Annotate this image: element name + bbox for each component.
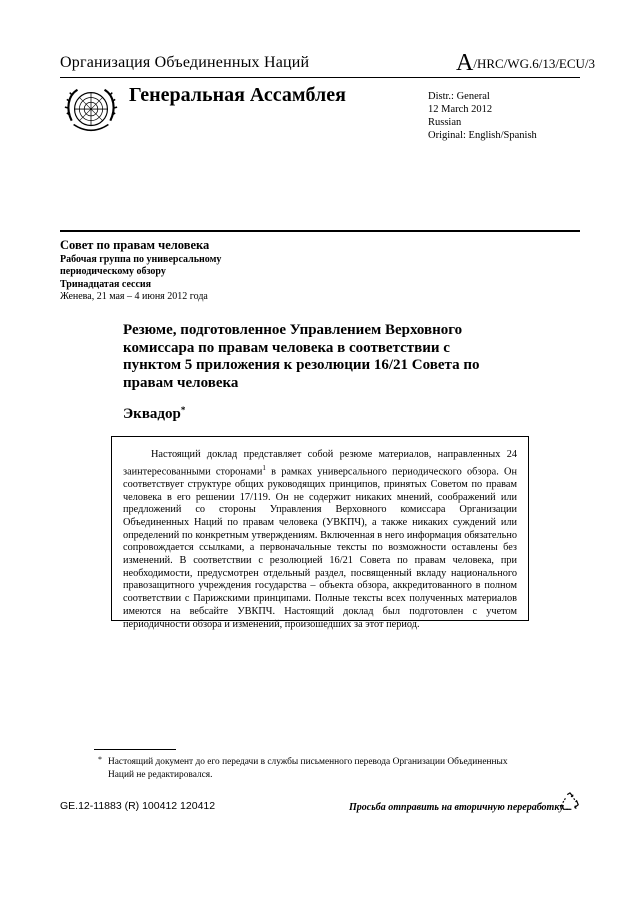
document-symbol [456, 50, 595, 77]
working-group-line-1: Рабочая группа по универсальному [60, 254, 222, 265]
title-line-4: правам человека [123, 374, 239, 391]
title-line-3: пунктом 5 приложения к резолюции 16/21 Совета по [123, 357, 480, 373]
document-symbol-letter: A [456, 50, 474, 76]
footnote-text: Настоящий документ до его передачи в службы письменного перевода Организации Объединенных Наций не редактировался. [108, 757, 508, 780]
distribution-type: Distr.: General [428, 91, 490, 102]
document-number: GE.12-11883 (R) 100412 120412 [60, 800, 216, 812]
footnote-separator [94, 749, 176, 750]
council-name: Совет по правам человека [60, 238, 210, 252]
distribution-date: 12 March 2012 [428, 104, 493, 115]
recycle-icon [559, 791, 581, 813]
session-info [60, 254, 300, 303]
header-rule [60, 77, 580, 78]
country-name: Эквадор [123, 406, 181, 422]
distribution-original: Original: English/Spanish [428, 130, 537, 141]
assembly-title: Генеральная Ассамблея [129, 84, 346, 106]
summary-paragraph [123, 449, 517, 631]
title-line-1: Резюме, подготовленное Управлением Верховного [123, 322, 463, 338]
summary-box [111, 436, 529, 630]
distribution-block [428, 90, 537, 142]
country-heading [123, 405, 185, 423]
footnote [98, 755, 508, 781]
session-number: Тринадцатая сессия [60, 278, 152, 290]
un-emblem-icon [62, 82, 120, 140]
footnote-mark: * [98, 755, 102, 764]
distribution-language: Russian [428, 117, 462, 128]
organization-name: Организация Объединенных Наций [60, 54, 310, 71]
recycle-note: Просьба отправить на вторичную переработку [349, 802, 564, 813]
section-rule [60, 230, 580, 232]
title-line-2: комиссара по правам человека в соответствии с [123, 339, 450, 356]
working-group-line-2: периодическому обзору [60, 266, 166, 278]
country-footnote-mark: * [180, 405, 186, 415]
document-title [123, 322, 523, 392]
summary-footnote-ref: 1 [262, 463, 266, 472]
document-symbol-code: /HRC/WG.6/13/ECU/3 [473, 56, 596, 71]
summary-text-part-1: Настоящий доклад представляет собой резюме материалов, направленных 24 заинтересованными сторонами [123, 449, 517, 478]
place-and-dates: Женева, 21 мая – 4 июня 2012 года [60, 290, 208, 302]
summary-text-part-2: в рамках универсального периодического обзора. Он соответствует структуре общих руководящих принципов, принятых Советом по правам человека в его решении 17/119. Он не содержит никаких мнений, соображений или предложений со стороны Управления Верховного комиссара Организации Объединенных Наций по правам человека (УВКПЧ), а также никаких суждений или определений по конкретным утверждениям. Включенная в него информация обязательно сопровождается ссылками, а первоначальные тексты по возможности оставлены без изменений. В соответствии с резолюцией 16/21 Совета по правам человека, при необходимости, предусмотрен отдельный раздел, посвященный вкладу национального правозащитного учреждения государства – объекта обзора, аккредитованного в полном соответствии с Парижскими принципами. Полные тексты всех полученных материалов имеются на вебсайте УВКПЧ. Настоящий доклад был подготовлен с учетом периодичности обзора и изменений, произошедших за этот период. [123, 466, 517, 630]
